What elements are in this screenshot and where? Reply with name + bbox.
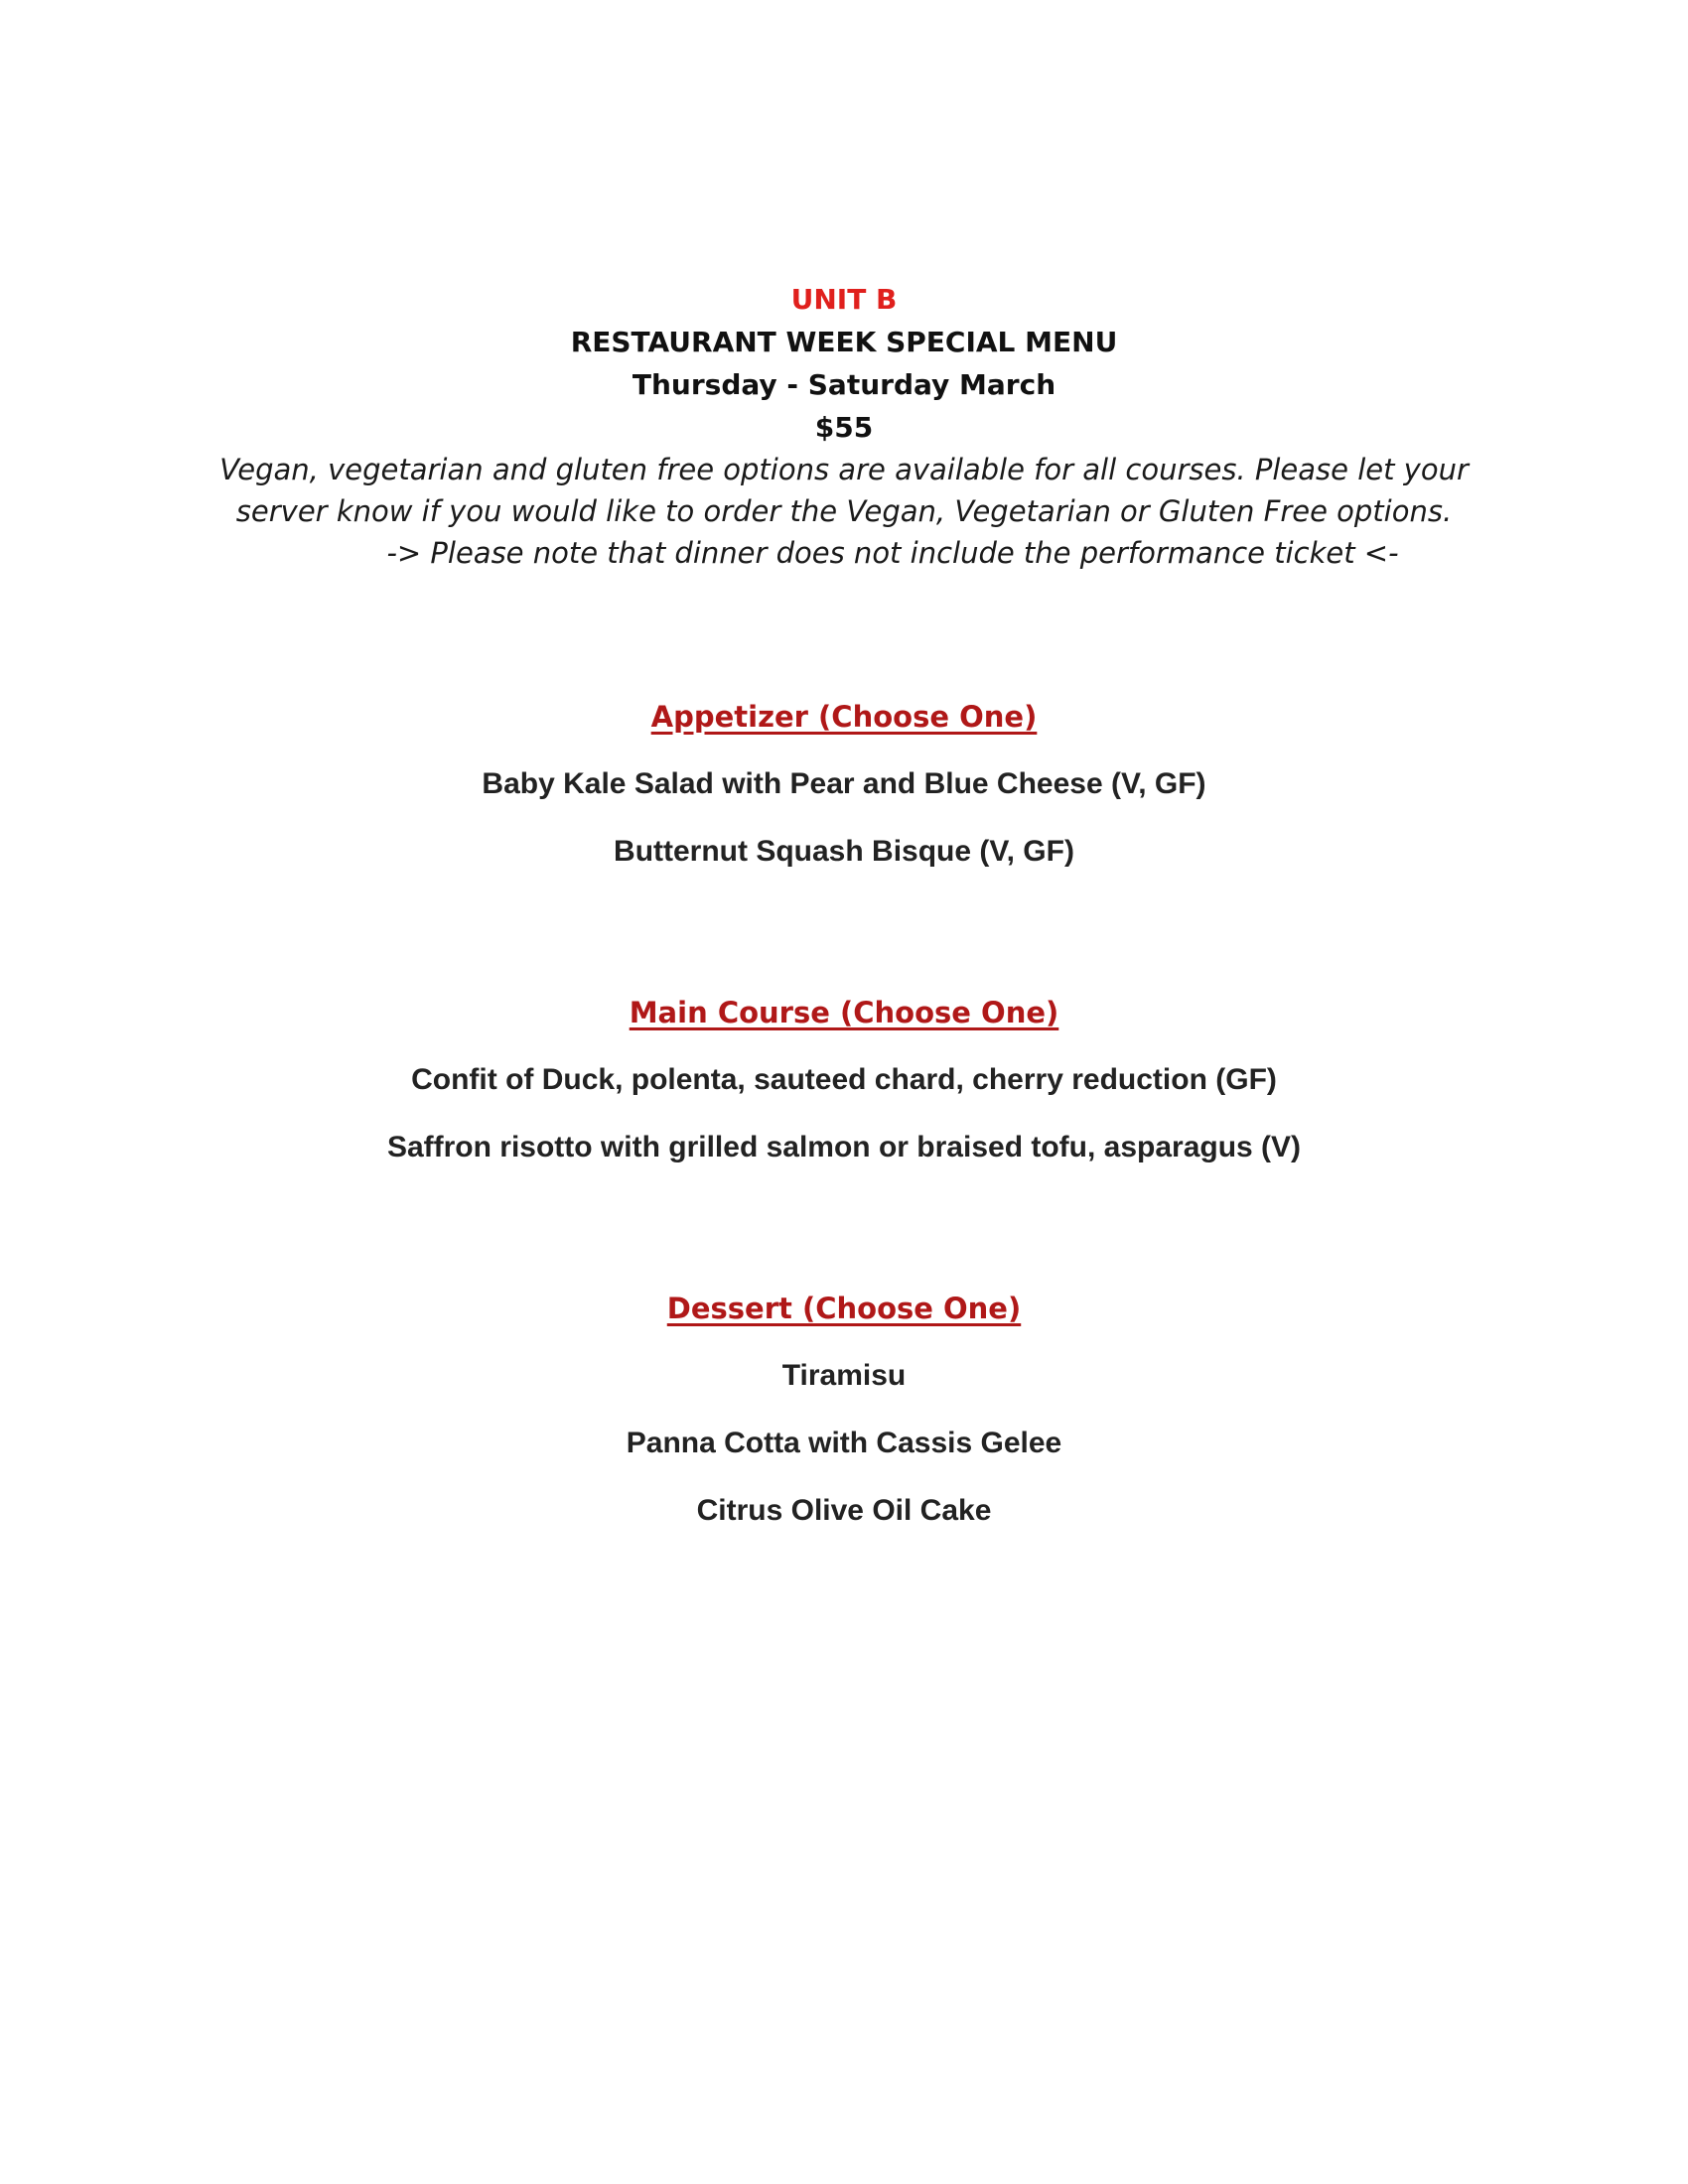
restaurant-name: UNIT B	[790, 283, 898, 316]
menu-price: $55	[814, 411, 874, 444]
appetizer-section	[199, 697, 1489, 899]
section-title-dessert: Dessert (Choose One)	[666, 1292, 1022, 1325]
section-title-appetizer: Appetizer (Choose One)	[650, 700, 1038, 734]
menu-header	[199, 278, 1489, 574]
menu-item: Tiramisu	[781, 1359, 907, 1392]
menu-item: Saffron risotto with grilled salmon or braised tofu, asparagus (V)	[386, 1131, 1302, 1163]
menu-item: Butternut Squash Bisque (V, GF)	[614, 835, 1074, 868]
performance-note: -> Please note that dinner does not include the performance ticket <-	[386, 536, 1399, 570]
menu-item: Citrus Olive Oil Cake	[696, 1494, 992, 1527]
dietary-notice: Vegan, vegetarian and gluten free options are available for all courses. Please let your server know if you would like to order the Vegan, Vegetarian or Gluten Free options.	[219, 453, 1469, 528]
menu-dates: Thursday - Saturday March	[632, 368, 1056, 401]
menu-item: Confit of Duck, polenta, sauteed chard, cherry reduction (GF)	[411, 1063, 1277, 1096]
section-title-main-course: Main Course (Choose One)	[629, 996, 1059, 1029]
menu-item: Baby Kale Salad with Pear and Blue Cheese (V, GF)	[482, 767, 1206, 800]
menu-title: RESTAURANT WEEK SPECIAL MENU	[570, 326, 1118, 358]
dessert-section	[199, 1289, 1489, 1559]
menu-item: Panna Cotta with Cassis Gelee	[626, 1427, 1062, 1459]
main-course-section	[199, 993, 1489, 1195]
